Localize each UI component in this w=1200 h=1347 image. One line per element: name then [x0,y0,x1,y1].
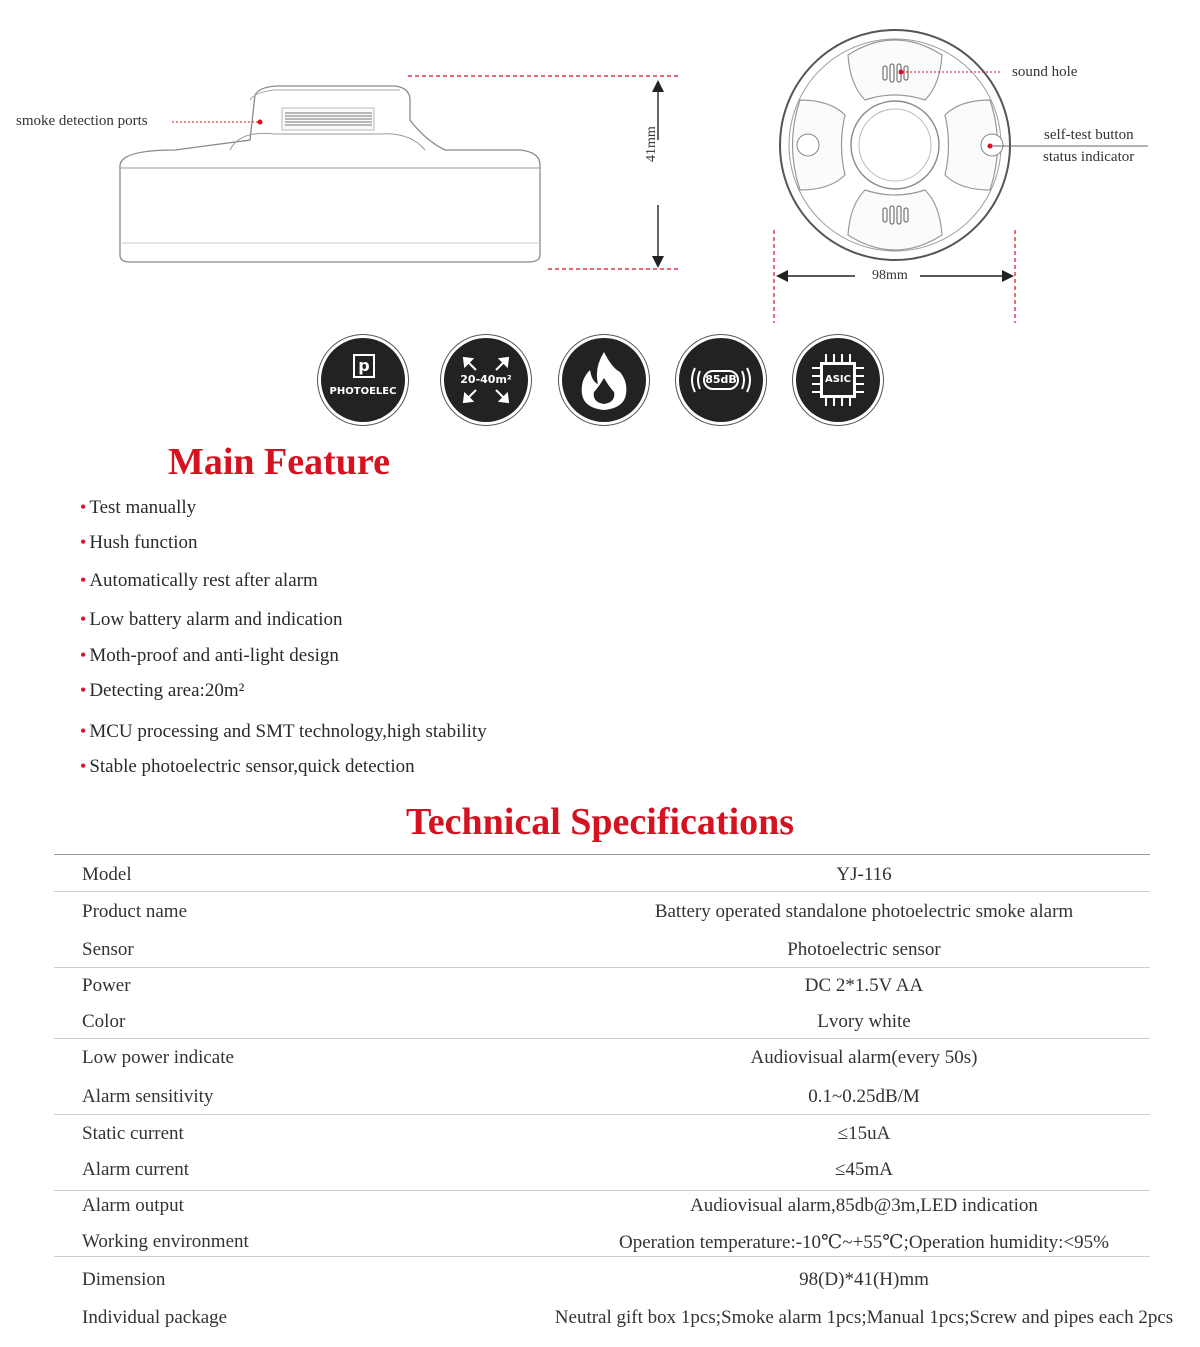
photoelectric-icon [321,338,405,422]
table-row [54,1195,1150,1231]
feature-text: Automatically rest after alarm [89,570,318,591]
height-dimension-label: 41mm [644,126,659,162]
spec-value: 98(D)*41(H)mm [799,1269,929,1290]
row-divider [54,1256,1150,1257]
spec-value: Neutral gift box 1pcs;Smoke alarm 1pcs;Manual 1pcs;Screw and pipes each 2pcs [554,1307,1174,1328]
spec-value: Operation temperature:-10℃~+55℃;Operation humidity:<95% [619,1232,1109,1253]
spec-key: Alarm output [82,1195,184,1216]
feature-item: • MCU processing and SMT technology,high stability [80,721,487,742]
spec-value: ≤15uA [837,1123,891,1144]
photoelectric-text: PHOTOELEC [329,386,397,397]
feature-item: • Test manually [80,497,197,518]
spec-value: ≤45mA [835,1159,893,1180]
row-divider [54,891,1150,892]
feature-text: Low battery alarm and indication [89,609,343,630]
table-row [54,1123,1150,1159]
feature-text: Moth-proof and anti-light design [89,645,339,666]
fire-icon [562,338,646,422]
row-divider [54,1038,1150,1039]
sound-85db-text: 85dB [705,373,737,386]
spec-value: YJ-116 [836,864,892,885]
row-divider [54,967,1150,968]
feature-text: Hush function [89,532,198,553]
spec-key: Alarm sensitivity [82,1086,214,1107]
spec-value: Battery operated standalone photoelectric smoke alarm [654,901,1074,922]
spec-value: 0.1~0.25dB/M [808,1086,920,1107]
tech-specs-title: Technical Specifications [405,801,795,843]
spec-key: Model [82,864,132,885]
asic-chip-text: ASIC [824,374,851,385]
feature-item: • Detecting area:20m² [80,680,245,701]
feature-text: Stable photoelectric sensor,quick detection [89,756,415,777]
spec-value: Audiovisual alarm,85db@3m,LED indication [690,1195,1038,1216]
feature-item: • Moth-proof and anti-light design [80,645,339,666]
spec-key: Individual package [82,1307,228,1328]
spec-key: Sensor [82,939,134,960]
spec-key: Dimension [82,1269,166,1290]
spec-key: Color [82,1011,126,1032]
spec-key: Low power indicate [82,1047,234,1068]
table-top-rule [54,854,1150,855]
coverage-area-text: 20-40m² [460,373,512,386]
feature-item: • Stable photoelectric sensor,quick detection [80,756,415,777]
feature-item: • Automatically rest after alarm [80,570,318,591]
row-divider [54,1114,1150,1115]
spec-value: Audiovisual alarm(every 50s) [750,1047,978,1068]
main-feature-title: Main Feature [168,441,390,483]
spec-key: Product name [82,901,188,922]
sound-85db-icon [679,338,763,422]
spec-key: Working environment [82,1231,249,1252]
table-row [54,975,1150,1011]
side-view-diagram [0,0,760,330]
spec-value: DC 2*1.5V AA [804,975,924,996]
table-row [54,1047,1150,1083]
width-dimension-label: 98mm [872,268,908,283]
table-row [54,1231,1150,1267]
table-row [54,1269,1150,1305]
feature-text: MCU processing and SMT technology,high stability [89,721,487,742]
smoke-detection-ports-label: smoke detection ports [16,113,148,129]
coverage-area-icon [444,338,528,422]
feature-item: • Low battery alarm and indication [80,609,343,630]
row-divider [54,1190,1150,1191]
table-row [54,901,1150,937]
status-indicator-label: status indicator [1043,149,1135,165]
self-test-button-label: self-test button [1044,127,1134,143]
sound-hole-label: sound hole [1012,64,1078,80]
table-row [54,939,1150,975]
photoelectric-glyph: p [353,354,375,378]
spec-value: Lvory white [817,1011,911,1032]
table-row [54,1086,1150,1122]
spec-value: Photoelectric sensor [787,939,941,960]
asic-chip-icon [796,338,880,422]
feature-text: Test manually [89,497,197,518]
spec-key: Static current [82,1123,184,1144]
table-row [54,1011,1150,1047]
table-row [54,1307,1174,1343]
feature-text: Detecting area:20m² [89,680,245,701]
table-row [54,864,1150,900]
spec-key: Power [82,975,131,996]
feature-item: • Hush function [80,532,198,553]
spec-key: Alarm current [82,1159,190,1180]
